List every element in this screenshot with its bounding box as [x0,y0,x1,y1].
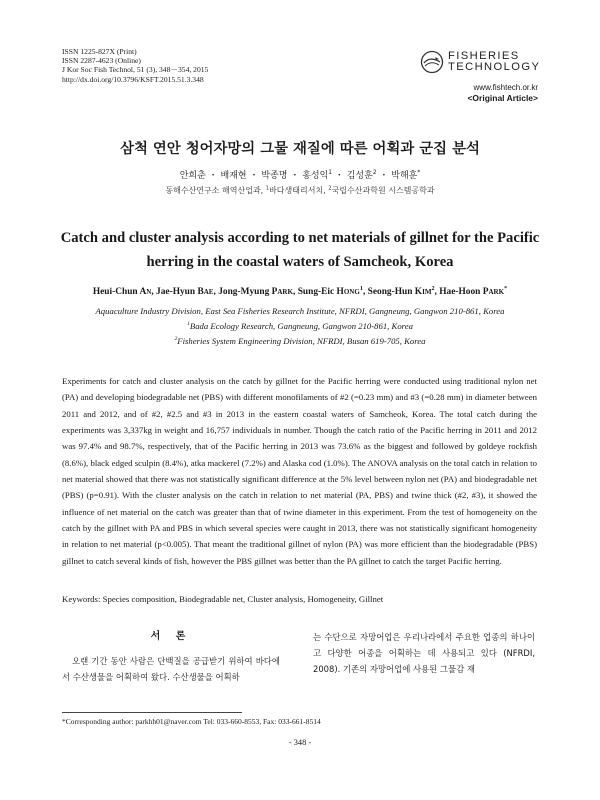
author-english [93,287,156,297]
title-english-line1: Catch and cluster analysis according to net materials of gillnet for the Pacific [60,230,540,246]
fish-wave-logo-icon [420,50,444,74]
author-name: 홍성익 [302,171,329,181]
author-surname-initial: B [197,287,204,297]
author-surname-rest: N [146,288,152,296]
affiliation-text: 국립수산과학원 시스템공학과 [331,186,435,195]
author-name: 김성훈 [346,171,373,181]
affiliation-text: Bada Ecology Research, Gangneung, Gangwon 210-861, Korea [189,320,413,331]
author-first-name: Jong-Myung [218,287,272,297]
author-first-name: Sung-Eic [297,287,337,297]
author-separator: , [293,287,298,297]
affiliation-text: Fisheries System Engineering Division, NFRDI, Busan 619-705, Korea [177,335,426,346]
author-surname-initial: P [482,287,489,297]
affiliation-text: 동해수산연구소 해역산업과, [165,186,266,195]
author-surname-rest: ARK [488,288,505,296]
author-surname-initial: H [336,287,344,297]
author-affiliation-mark: 2 [431,285,435,292]
author-affiliation-mark: 1 [328,170,332,176]
intro-right-column: 는 수단으로 자망어업은 우리나라에서 주요한 업종의 하나이고 다양한 어종을 어획하는 데 사용되고 있다 (NFRDI, 2008). 기존의 자망어업에 사용된 그물감 재 [313,632,535,674]
author-separator: , [151,287,157,297]
author-name: 안희춘 [179,171,206,181]
citation: J Kor Soc Fish Technol, 51 (3), 348－354, 2015 [62,65,209,75]
intro-left-column: 오랜 기간 동안 사람은 단백질을 공급받기 위하여 바다에서 수산생물을 어획하여 왔다. 수산생물을 어획하 [62,656,280,682]
author-english [439,287,507,297]
author-separator: , [213,287,219,297]
author-name: 박해훈 [391,171,418,181]
author-name: 박종명 [261,171,288,181]
author-affiliation-mark: 1 [359,285,363,292]
affiliation-text: Aquaculture Industry Division, East Sea Fisheries Research Institute, NFRDI, Gangneung, Gangwon 210-861, Korea [95,306,505,316]
affiliation-mark: 1 [187,320,190,327]
author-separator: ・ [246,171,262,181]
author-surname-rest: IM [422,288,432,296]
author-surname-initial: A [139,287,147,297]
author-english [218,287,298,297]
author-surname-rest: ARK [277,288,294,296]
title-korean: 삼척 연안 청어자망의 그물 재질에 따른 어획과 군집 분석 [120,141,480,157]
page-number: - 348 - [288,738,312,747]
title-english-line2: herring in the coastal waters of Samcheok, Korea [146,254,454,270]
author-affiliation-mark: * [504,285,508,292]
affiliations-english [0,304,600,348]
article-type: <Original Article> [467,93,538,103]
author-surname-initial: P [271,287,278,297]
issn-print: ISSN 1225-827X (Print) [62,47,137,56]
doi-link[interactable]: http://dx.doi.org/10.3796/KSFT.2015.51.3.348 [62,74,204,84]
website-link[interactable]: www.fishtech.or.kr [473,83,538,92]
author-surname-rest: ONG [343,288,360,296]
site-block [467,83,538,103]
author-separator: ・ [205,171,221,181]
author-separator: ・ [332,171,347,181]
author-separator: , [434,287,440,297]
issn-online: ISSN 2287-4623 (Online) [62,56,141,66]
affiliation-line [0,319,600,334]
journal-logo [420,49,541,74]
author-surname-initial: K [414,287,423,297]
footnote-divider [62,712,242,713]
abstract: Experiments for catch and cluster analysis on the catch by gillnet for the Pacific herring were conducted using traditional nylon net (PA) and developing biodegradable net (PBS) with different monofilaments of #2 (=0.23 mm) and #3 (=0.28 mm) in diameter between 2011 and 2012, and of #2, #2.5 and #3 in 2013 in the eastern coastal waters of Samcheok, Korea. The total catch during the experiments was 3,337kg in weight and 16,757 individuals in number. Though the catch ratio of the Pacific herring in 2011 and 2012 was 97.4% and 98.7%, respectively, that of the Pacific herring in 2013 was 73.6% as the biggest and followed by goldeye rockfish (8.6%), black edged sculpin (8.4%), atka mackerel (7.2%) and Alaska cod (1.0%). The ANOVA analysis on the total catch in relation to net material showed that there was not statistically significant difference at the 5% level between nylon net (PA) and biodegradable net (PBS) (p=0.91). With the cluster analysis on the catch in relation to net material (PA, PBS) and twine thick (#2, #3), it showed the influence of net material on the catch was greater than that of twine diameter in this experiment. From the test of homogeneity on the catch by the gillnet with PA and PBS in which several species were caught in 2013, there was not statistically significant homogeneity in relation to net material (p<0.005). That meant the traditional gillnet of nylon (PA) was more efficient than the biodegradable (PBS) gillnet to catch several kinds of fish, however the PBS gillnet was better than the PA gillnet to catch the target Pacific herring. [62,376,537,566]
author-surname-rest: AE [203,288,214,296]
affiliation-mark: 2 [328,185,332,192]
logo-text-line1: FISHERIES [448,49,520,62]
affiliations-korean [0,185,600,196]
affiliation-line [0,334,600,349]
author-english [298,287,368,297]
author-affiliation-mark: * [417,170,421,176]
author-english [368,287,440,297]
keywords: Keywords: Species composition, Biodegradable net, Cluster analysis, Homogeneity, Gillnet [62,594,384,604]
author-english [156,287,218,297]
affiliation-mark: 1 [265,185,270,192]
journal-meta [62,47,208,84]
author-first-name: Seong-Hun [367,287,415,297]
author-name: 배재현 [220,171,247,181]
author-first-name: Heui-Chun [92,287,140,297]
author-first-name: Hae-Hoon [439,287,483,297]
author-separator: , [362,287,368,297]
section-heading-introduction: 서 론 [150,631,192,642]
affiliation-mark: 2 [174,335,178,342]
author-affiliation-mark: 2 [372,170,377,176]
authors-english [0,287,600,297]
logo-text-line2: TECHNOLOGY [448,61,541,73]
author-separator: ・ [287,171,303,181]
author-separator: ・ [376,171,392,181]
corresponding-author-footnote: *Corresponding author: parkhh01@naver.com Tel: 033-660-8553, Fax: 033-661-8514 [62,717,321,726]
affiliation-text: 바다생태리서치, [269,186,329,195]
affiliation-line [0,304,600,319]
author-first-name: Jae-Hyun [156,287,198,297]
authors-korean [0,168,600,181]
title-english [40,226,560,274]
